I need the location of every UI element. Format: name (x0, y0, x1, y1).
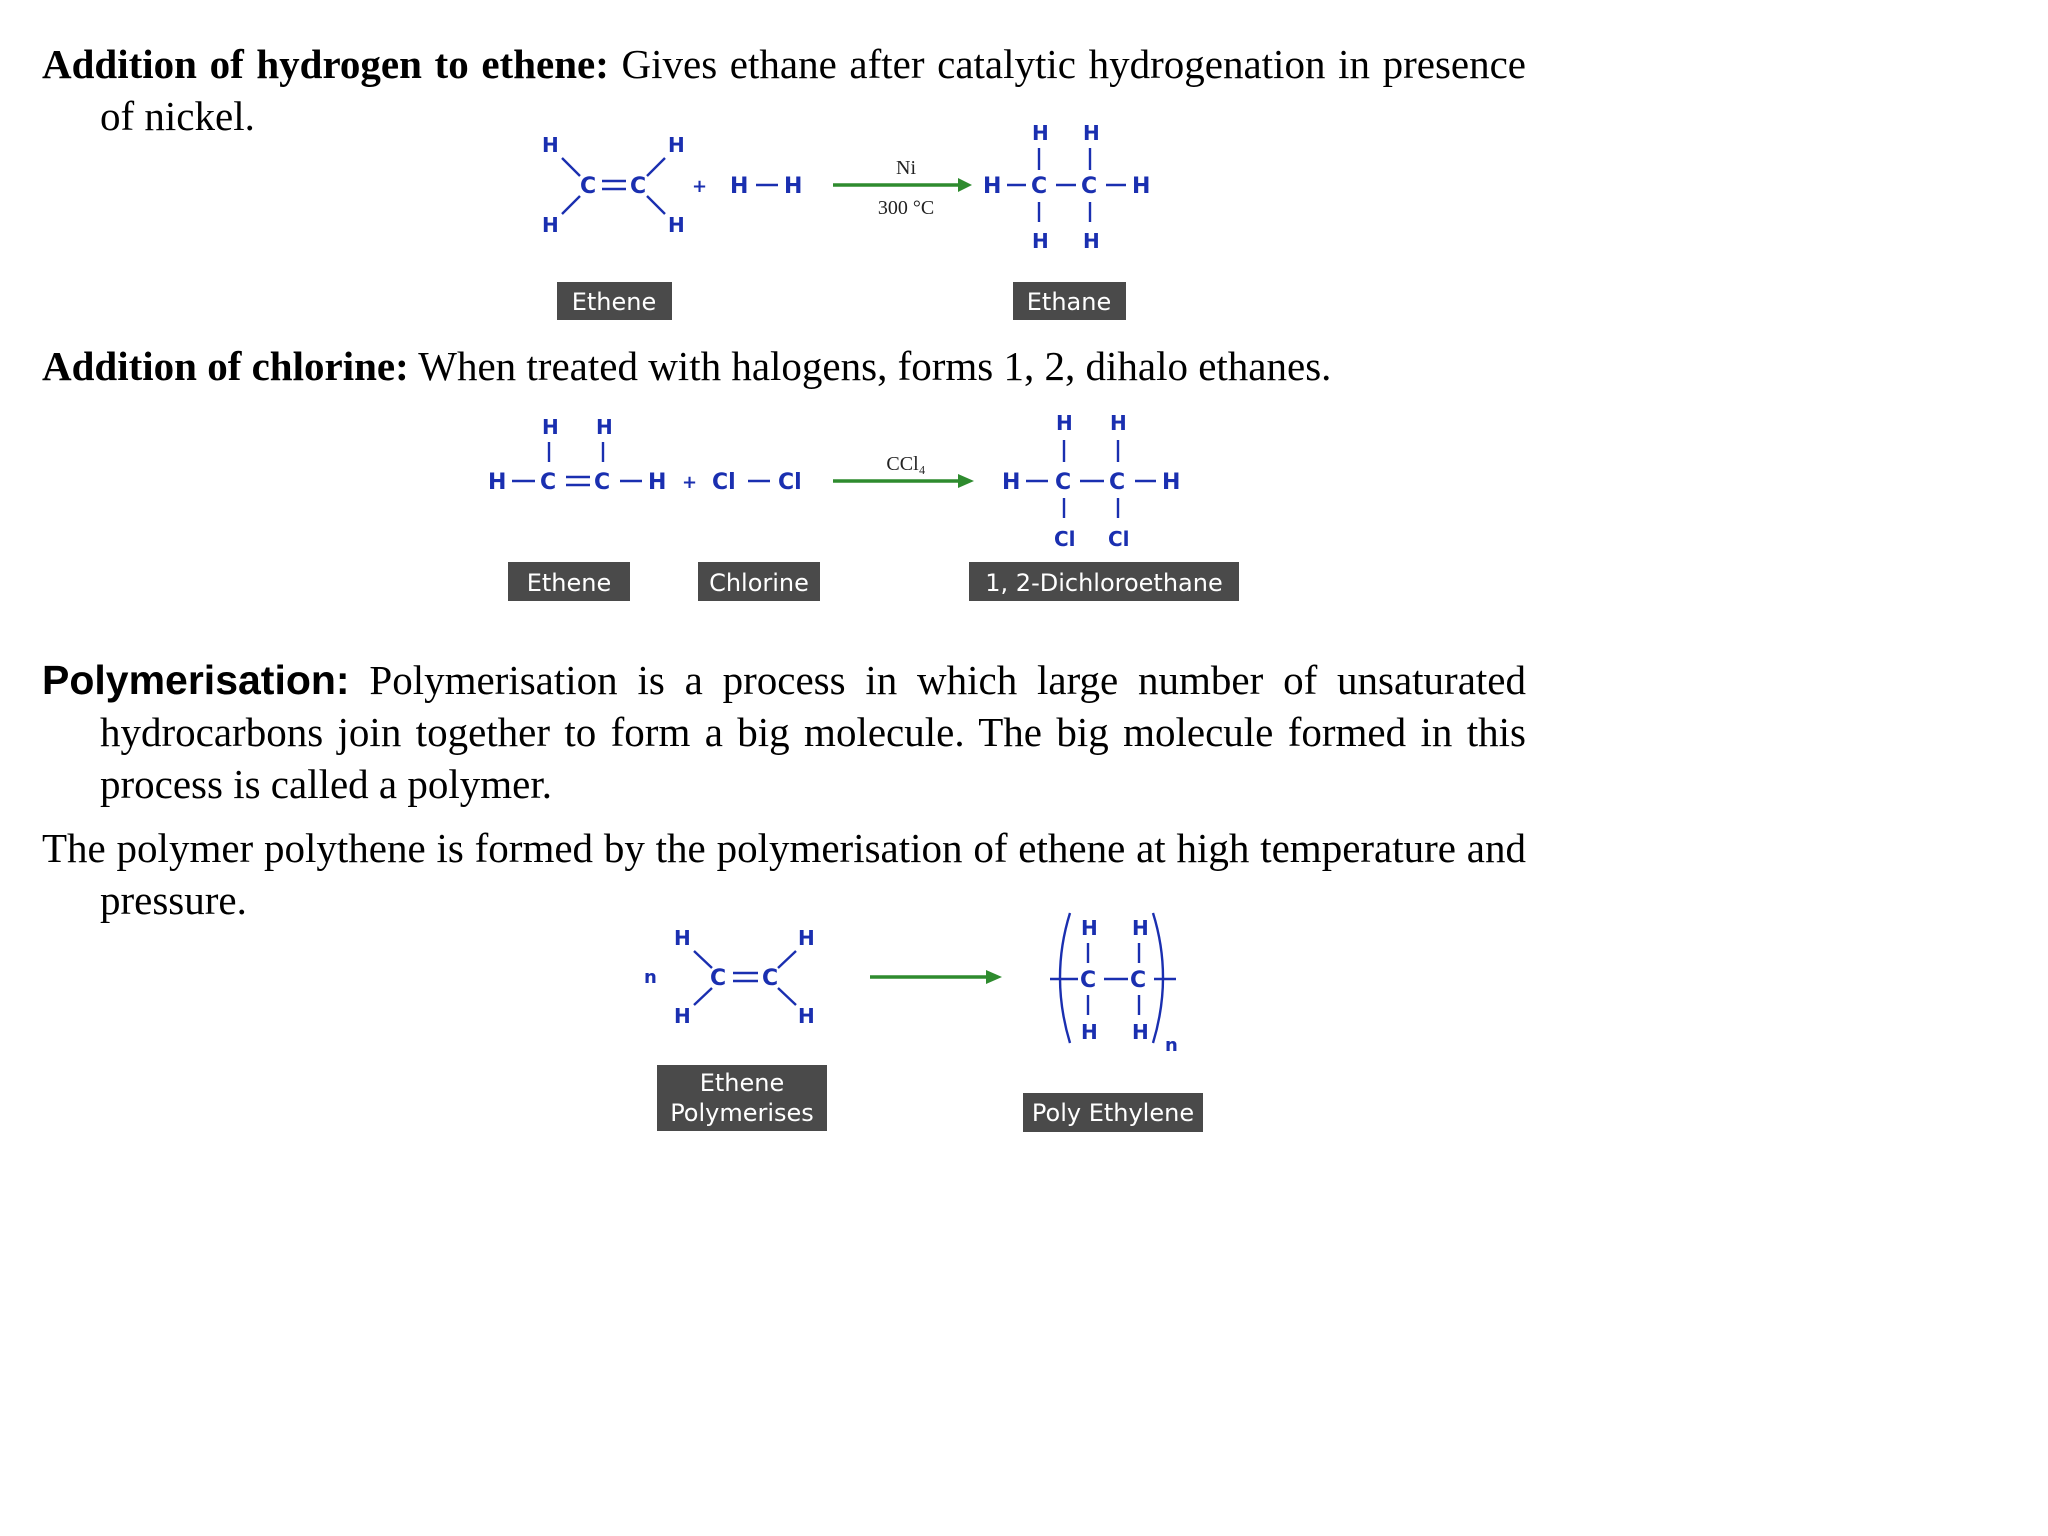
atom-h: H (1002, 470, 1021, 495)
label-dichloroethane (969, 562, 1239, 601)
svg-text:Ethene: Ethene (699, 1069, 785, 1097)
ethane-structure (983, 121, 1150, 253)
atom-cl: Cl (1054, 527, 1076, 551)
reaction-arrow (870, 970, 1002, 984)
atom-h: H (596, 415, 613, 439)
atom-h: H (730, 174, 749, 199)
paragraph-polymerisation (42, 654, 1526, 810)
atom-h: H (1132, 174, 1151, 199)
catalyst-ni: Ni (896, 157, 916, 179)
reaction-arrow (833, 157, 972, 219)
paragraph-chlorine-addition (42, 340, 1526, 392)
plus-sign: + (692, 176, 708, 197)
scheme-hydrogenation (520, 110, 1200, 325)
label-poly-ethylene (1023, 1093, 1203, 1132)
heading-hydrogen-addition: Addition of hydrogen to ethene: (42, 41, 609, 87)
atom-h: H (1110, 411, 1127, 435)
ethene-structure (674, 926, 815, 1028)
atom-h: H (674, 1004, 691, 1028)
dichloroethane-structure (1002, 411, 1180, 551)
atom-h: H (1081, 1020, 1098, 1044)
text-hydrogen-addition: Gives ethane after catalytic hydrogenation in presence of nickel. (100, 41, 1527, 139)
atom-h: H (668, 133, 685, 157)
atom-h: H (798, 926, 815, 950)
label-ethene-polymerises (657, 1065, 827, 1131)
atom-h: H (542, 415, 559, 439)
atom-h: H (674, 926, 691, 950)
atom-h: H (1056, 411, 1073, 435)
text-polymerisation: Polymerisation is a process in which large number of unsaturated hydrocarbons join together to form a big molecule. The big molecule formed in this process is called a polymer. (100, 657, 1526, 807)
atom-c: C (1080, 968, 1097, 993)
atom-cl: Cl (778, 470, 802, 495)
text-chlorine-addition: When treated with halogens, forms 1, 2, dihalo ethanes. (418, 343, 1332, 389)
heading-chlorine-addition: Addition of chlorine: (42, 343, 409, 389)
atom-h: H (784, 174, 803, 199)
atom-c: C (580, 174, 597, 199)
atom-c: C (1081, 174, 1098, 199)
plus-sign: + (682, 472, 698, 493)
atom-c: C (594, 470, 611, 495)
svg-text:Ethene: Ethene (571, 288, 657, 316)
atom-h: H (1132, 916, 1149, 940)
solvent-ccl4: CCl₄ (886, 453, 926, 475)
coefficient-n: n (644, 967, 657, 988)
atom-cl: Cl (712, 470, 736, 495)
svg-text:Ethene: Ethene (526, 569, 612, 597)
atom-c: C (1031, 174, 1048, 199)
reaction-arrow (833, 453, 974, 488)
atom-h: H (542, 133, 559, 157)
svg-text:Polymerises: Polymerises (670, 1099, 814, 1127)
atom-h: H (1032, 229, 1049, 253)
label-ethene (557, 282, 672, 320)
atom-h: H (1032, 121, 1049, 145)
ethene-structure (488, 415, 666, 495)
svg-text:1, 2-Dichloroethane: 1, 2-Dichloroethane (985, 569, 1223, 597)
text-polythene: The polymer polythene is formed by the polymerisation of ethene at high temperature and pressure. (42, 825, 1526, 923)
scheme-polymerisation (630, 905, 1210, 1140)
atom-h: H (668, 213, 685, 237)
atom-c: C (1109, 470, 1126, 495)
label-ethane (1013, 282, 1126, 320)
atom-h: H (1081, 916, 1098, 940)
atom-c: C (1130, 968, 1147, 993)
label-ethene (508, 562, 630, 601)
atom-c: C (540, 470, 557, 495)
atom-c: C (1055, 470, 1072, 495)
atom-h: H (1162, 470, 1181, 495)
atom-c: C (762, 966, 779, 991)
label-chlorine (698, 562, 820, 601)
atom-h: H (1083, 229, 1100, 253)
atom-cl: Cl (1108, 527, 1130, 551)
atom-h: H (488, 470, 507, 495)
svg-text:Poly Ethylene: Poly Ethylene (1031, 1099, 1195, 1127)
repeat-n: n (1165, 1035, 1178, 1056)
polyethylene-structure (1050, 913, 1178, 1056)
atom-h: H (983, 174, 1002, 199)
condition-temperature: 300 °C (877, 197, 935, 219)
atom-c: C (710, 966, 727, 991)
atom-c: C (630, 174, 647, 199)
atom-h: H (1132, 1020, 1149, 1044)
atom-h: H (542, 213, 559, 237)
ethene-structure (542, 133, 685, 237)
chlorine-molecule (712, 470, 802, 495)
svg-text:Chlorine: Chlorine (709, 569, 809, 597)
atom-h: H (1083, 121, 1100, 145)
svg-text:Ethane: Ethane (1026, 288, 1112, 316)
heading-polymerisation: Polymerisation: (42, 657, 350, 703)
atom-h: H (798, 1004, 815, 1028)
hydrogen-molecule (730, 174, 802, 199)
atom-h: H (648, 470, 667, 495)
scheme-chlorination (480, 400, 1260, 605)
